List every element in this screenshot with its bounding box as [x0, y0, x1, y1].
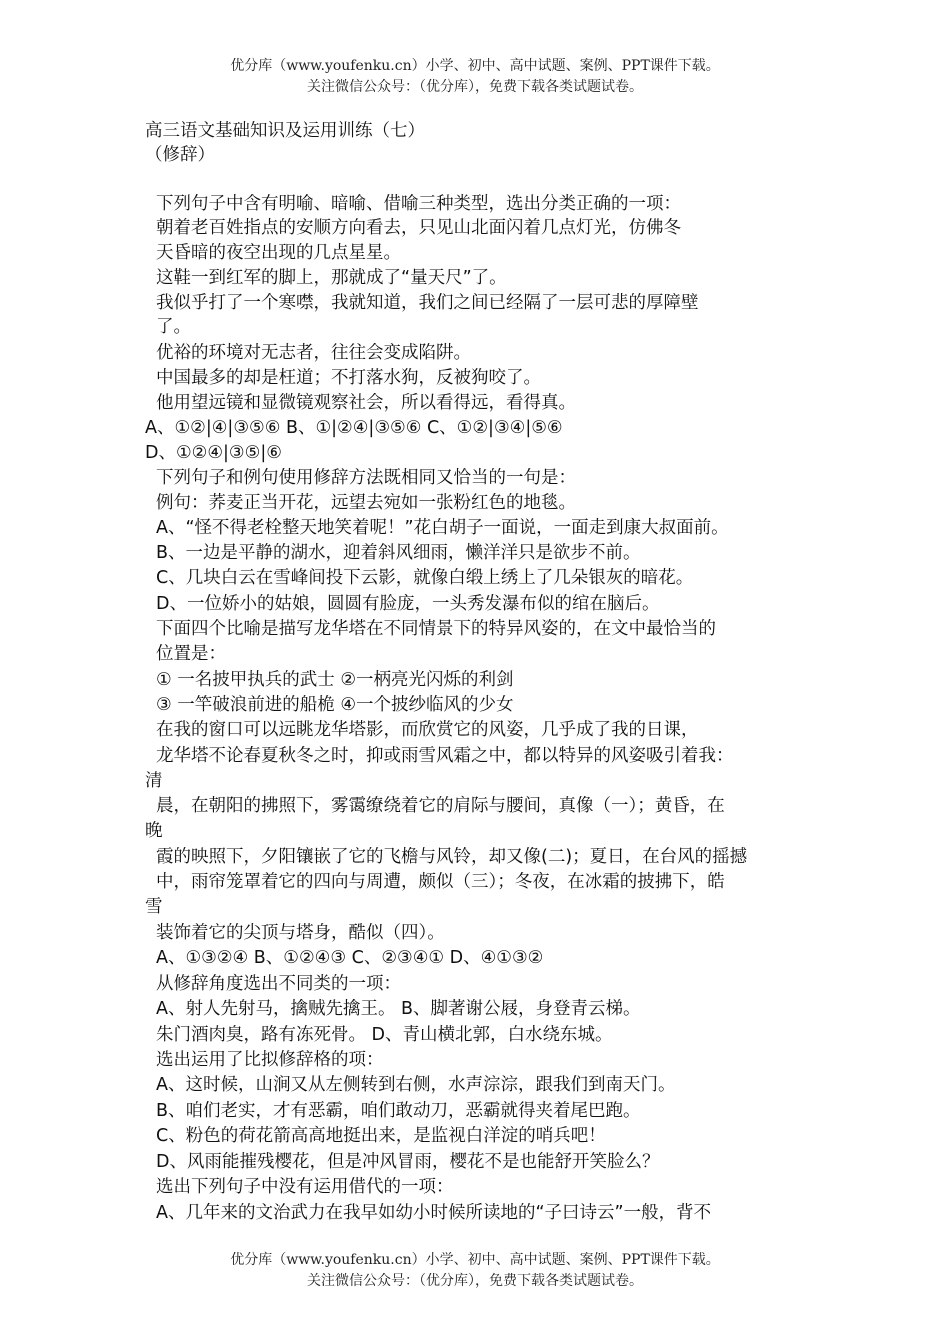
q1-sentence-2: 这鞋一到红军的脚上，那就成了“量天尺”了。 [156, 268, 507, 288]
q3-passage-3: 清 [145, 771, 163, 791]
q1-sentence-6: 他用望远镜和显微镜观察社会，所以看得远，看得真。 [156, 393, 576, 413]
q5-prompt: 选出运用了比拟修辞格的项： [156, 1050, 384, 1070]
q5-option-c: C、粉色的荷花箭高高地挺出来，是监视白洋淀的哨兵吧！ [156, 1126, 606, 1146]
q3-prompt-b: 位置是： [156, 644, 226, 664]
q3-passage-5: 晚 [145, 821, 163, 841]
q6-option-a: A、几年来的文治武力在我早如幼小时候所读地的“子曰诗云”一般，背不 [156, 1203, 712, 1223]
q1-sentence-1a: 朝着老百姓指点的安顺方向看去，只见山北面闪着几点灯光，仿佛冬 [156, 218, 681, 238]
q1-option-d: D、①②④|③⑤|⑥ [145, 443, 282, 463]
q1-sentence-1b: 天昏暗的夜空出现的几点星星。 [156, 243, 401, 263]
q6-prompt: 选出下列句子中没有运用借代的一项： [156, 1177, 454, 1197]
q2-prompt: 下列句子和例句使用修辞方法既相同又恰当的一句是： [156, 468, 576, 488]
q1-sentence-3b: 了。 [156, 317, 191, 337]
q5-option-b: B、咱们老实，才有恶霸，咱们敢动刀，恶霸就得夹着尾巴跑。 [156, 1101, 641, 1121]
q3-passage-4: 晨，在朝阳的拂照下，雾霭缭绕着它的肩际与腰间，真像（一）；黄昏，在 [156, 796, 725, 816]
q3-passage-1: 在我的窗口可以远眺龙华塔影，而欣赏它的风姿，几乎成了我的日课， [156, 720, 699, 740]
q2-option-d: D、一位娇小的姑娘，圆圆有脸庞，一头秀发瀑布似的绾在脑后。 [156, 594, 660, 614]
q1-options-abc: A、①②|④|③⑤⑥ B、①|②④|③⑤⑥ C、①②|③④|⑤⑥ [145, 418, 563, 438]
q2-option-a: A、“怪不得老栓整天地笑着呢！”花白胡子一面说，一面走到康大叔面前。 [156, 518, 729, 538]
q4-prompt: 从修辞角度选出不同类的一项： [156, 974, 401, 994]
q3-passage-9: 装饰着它的尖顶与塔身，酷似（四）。 [156, 923, 445, 943]
document-title: 高三语文基础知识及运用训练（七） [145, 121, 425, 141]
q3-prompt-a: 下面四个比喻是描写龙华塔在不同情景下的特异风姿的，在文中最恰当的 [156, 619, 716, 639]
q3-metaphors-2: ③ 一竿破浪前进的船桅 ④一个披纱临风的少女 [156, 695, 514, 715]
footer-line-2: 关注微信公众号：（优分库），免费下载各类试题试卷。 [307, 1273, 643, 1289]
q1-sentence-3a: 我似乎打了一个寒噤，我就知道，我们之间已经隔了一层可悲的厚障壁 [156, 293, 699, 313]
q5-option-a: A、这时候，山涧又从左侧转到右侧，水声淙淙，跟我们到南天门。 [156, 1075, 676, 1095]
q4-options-cd: 朱门酒肉臭，路有冻死骨。 D、青山横北郭，白水绕东城。 [156, 1025, 613, 1045]
header-line-1: 优分库（www.youfenku.cn）小学、初中、高中试题、案例、PPT课件下载。 [230, 58, 720, 74]
q1-sentence-4: 优裕的环境对无志者，往往会变成陷阱。 [156, 343, 471, 363]
q2-option-b: B、一边是平静的湖水，迎着斜风细雨，懒洋洋只是欲步不前。 [156, 543, 641, 563]
q3-options: A、①③②④ B、①②④③ C、②③④① D、④①③② [156, 948, 544, 968]
q3-passage-6: 霞的映照下，夕阳镶嵌了它的飞檐与风铃，却又像(二)；夏日，在台风的摇撼 [156, 847, 748, 867]
q4-options-ab: A、射人先射马，擒贼先擒王。 B、脚著谢公屐，身登青云梯。 [156, 999, 641, 1019]
document-subtitle: （修辞） [145, 145, 215, 165]
q3-passage-7: 中，雨帘笼罩着它的四向与周遭，颇似（三）；冬夜，在冰霜的披拂下，皓 [156, 872, 725, 892]
q1-prompt: 下列句子中含有明喻、暗喻、借喻三种类型，选出分类正确的一项： [156, 194, 681, 214]
q3-metaphors-1: ① 一名披甲执兵的武士 ②一柄亮光闪烁的利剑 [156, 670, 514, 690]
header-line-2: 关注微信公众号：（优分库），免费下载各类试题试卷。 [307, 79, 643, 95]
q3-passage-8: 雪 [145, 897, 163, 917]
page-footer [0, 1250, 950, 1292]
footer-line-1: 优分库（www.youfenku.cn）小学、初中、高中试题、案例、PPT课件下载。 [230, 1252, 720, 1268]
q2-example: 例句：荞麦正当开花，远望去宛如一张粉红色的地毯。 [156, 493, 576, 513]
q5-option-d: D、风雨能摧残樱花，但是冲风冒雨，樱花不是也能舒开笑脸么？ [156, 1152, 660, 1172]
q3-passage-2: 龙华塔不论春夏秋冬之时，抑或雨雪风霜之中，都以特异的风姿吸引着我： [156, 746, 734, 766]
q1-sentence-5: 中国最多的却是枉道；不打落水狗，反被狗咬了。 [156, 368, 541, 388]
page-header [0, 56, 950, 98]
q2-option-c: C、几块白云在雪峰间投下云影，就像白缎上绣上了几朵银灰的暗花。 [156, 568, 694, 588]
